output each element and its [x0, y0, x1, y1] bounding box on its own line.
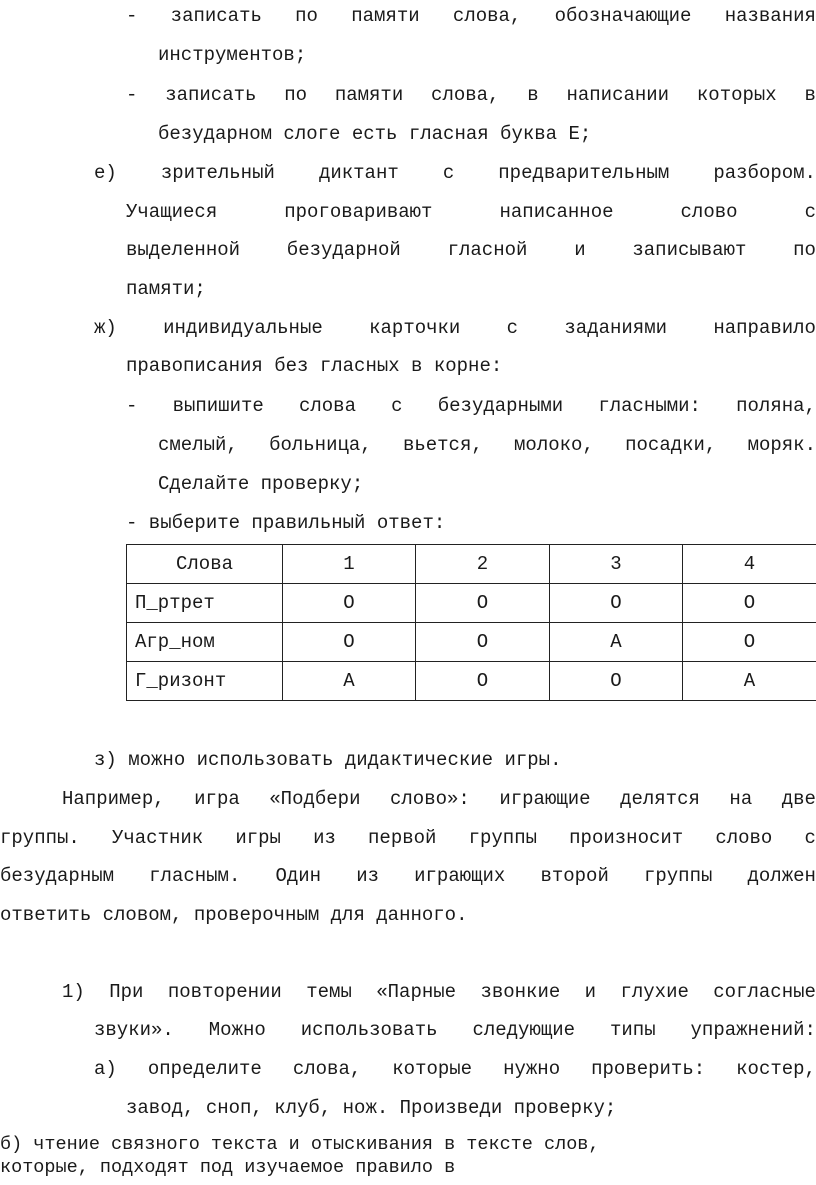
text-line: Сделайте проверку; — [158, 473, 364, 495]
word: Учащиеся — [126, 201, 218, 223]
word: типы — [609, 1019, 656, 1041]
word: проверить: — [591, 1058, 706, 1080]
word: играющих — [414, 865, 506, 887]
word: посадки, — [625, 434, 717, 456]
word: Например, — [62, 788, 165, 810]
word: - — [126, 395, 138, 417]
word: с — [804, 201, 816, 223]
word: памяти — [351, 5, 420, 27]
word: безударным — [0, 865, 115, 887]
word: написании — [566, 84, 670, 106]
word: с — [506, 317, 519, 339]
text-line: завод, сноп, клуб, нож. Произведи проверку; — [126, 1097, 617, 1119]
word: звонкие — [480, 981, 561, 1003]
word: с — [442, 162, 455, 184]
text-line — [126, 200, 816, 224]
table-row — [127, 584, 816, 623]
text-line — [158, 433, 816, 457]
text-line — [94, 316, 816, 340]
text-line: з) можно использовать дидактические игры. — [94, 749, 562, 771]
text-line — [94, 161, 816, 185]
text-line — [62, 787, 816, 811]
word: игры — [235, 827, 281, 849]
text-line: правописания без гласных в корне: — [126, 355, 503, 377]
word: слово — [680, 201, 738, 223]
word: группы. — [0, 827, 80, 849]
word: безударными — [437, 395, 564, 417]
table-cell: О — [550, 662, 683, 701]
word: гласными: — [598, 395, 701, 417]
word: слова, — [431, 84, 500, 106]
word: по — [284, 84, 308, 106]
word: определите — [147, 1058, 262, 1080]
text-line — [94, 1057, 816, 1081]
word: е) — [94, 162, 117, 184]
table-cell: А — [550, 623, 683, 662]
table-cell: О — [416, 623, 550, 662]
word: должен — [747, 865, 816, 887]
text-line — [0, 826, 816, 850]
table-header-row — [127, 545, 816, 584]
word: которых — [696, 84, 777, 106]
word: а) — [94, 1058, 117, 1080]
table-header-cell: Слова — [127, 545, 283, 584]
word: зрительный — [160, 162, 275, 184]
word: записать — [165, 84, 257, 106]
word: проговаривают — [284, 201, 433, 223]
word: игра — [194, 788, 240, 810]
word: следующие — [472, 1019, 576, 1041]
table-cell: О — [683, 623, 816, 662]
table-cell: Г_ризонт — [127, 662, 283, 701]
word: «Парные — [376, 981, 457, 1003]
word: из — [313, 827, 336, 849]
text-line: ответить словом, проверочным для данного. — [0, 904, 468, 926]
word: с — [391, 395, 403, 417]
answer-table — [126, 544, 816, 701]
table-row — [127, 662, 816, 701]
word: темы — [306, 981, 352, 1003]
word: слово — [715, 827, 773, 849]
word: карточки — [369, 317, 461, 339]
word: ж) — [94, 317, 117, 339]
word: использовать — [300, 1019, 438, 1041]
word: повторении — [167, 981, 282, 1003]
word: костер, — [736, 1058, 816, 1080]
word: обозначающие — [554, 5, 692, 27]
word: две — [781, 788, 816, 810]
table-cell: О — [550, 584, 683, 623]
word: с — [804, 827, 816, 849]
word: «Подбери — [269, 788, 361, 810]
word: записывают — [632, 239, 747, 261]
word: Один — [275, 865, 322, 887]
word: согласные — [713, 981, 816, 1003]
word: - — [126, 84, 138, 106]
word: слово»: — [390, 788, 470, 810]
table-cell: О — [416, 662, 550, 701]
text-line — [0, 864, 816, 888]
text-line — [62, 980, 816, 1004]
word: на — [729, 788, 753, 810]
word: Участник — [111, 827, 204, 849]
word: предварительным — [498, 162, 670, 184]
word: При — [109, 981, 144, 1003]
table-header-cell: 4 — [683, 545, 816, 584]
word: глухие — [620, 981, 689, 1003]
word: выделенной — [126, 239, 241, 261]
word: делятся — [620, 788, 700, 810]
word: группы — [468, 827, 538, 849]
table-cell: О — [416, 584, 550, 623]
table-cell: Агр_ном — [127, 623, 283, 662]
word: гласным. — [149, 865, 241, 887]
word: вьется, — [402, 434, 483, 456]
word: по — [295, 5, 318, 27]
word: второй — [540, 865, 609, 887]
table-cell: А — [283, 662, 416, 701]
word: заданиями — [564, 317, 668, 339]
text-line: памяти; — [126, 278, 206, 300]
word: в — [804, 84, 816, 106]
word: гласной — [447, 239, 528, 261]
word: моряк. — [747, 434, 816, 456]
word: диктант — [318, 162, 399, 184]
table-header-cell: 2 — [416, 545, 550, 584]
word: и — [584, 981, 597, 1003]
word: первой — [368, 827, 437, 849]
table-header-cell: 3 — [550, 545, 683, 584]
word: безударной — [286, 239, 401, 261]
word: записать — [170, 5, 262, 27]
word: и — [574, 239, 586, 261]
word: направило — [713, 317, 816, 339]
word: играющие — [499, 788, 591, 810]
word: написанное — [499, 201, 614, 223]
word: смелый, — [158, 434, 238, 456]
word: - — [126, 5, 138, 27]
text-line — [94, 1018, 816, 1042]
word: в — [527, 84, 539, 106]
table-cell: О — [683, 584, 816, 623]
table-row — [127, 623, 816, 662]
word: которые — [392, 1058, 473, 1080]
word: звуки». — [94, 1019, 174, 1041]
text-line — [126, 4, 816, 28]
word: выпишите — [172, 395, 264, 417]
word: слова — [298, 395, 356, 417]
table-cell: О — [283, 623, 416, 662]
word: 1) — [62, 981, 85, 1003]
word: из — [356, 865, 379, 887]
word: индивидуальные — [163, 317, 323, 339]
text-line: безударном слоге есть гласная буква Е; — [158, 123, 592, 145]
text-line: которые, подходят под изучаемое правило в — [0, 1157, 456, 1178]
word: названия — [724, 5, 816, 27]
text-line: инструментов; — [158, 44, 307, 66]
word: поляна, — [736, 395, 816, 417]
word: произносит — [569, 827, 684, 849]
word: разбором. — [713, 162, 816, 184]
word: больница, — [269, 434, 372, 456]
text-line: - выберите правильный ответ: — [126, 512, 446, 534]
word: нужно — [503, 1058, 561, 1080]
word: Можно — [208, 1019, 266, 1041]
word: по — [793, 239, 816, 261]
word: молоко, — [514, 434, 594, 456]
text-line — [126, 238, 816, 262]
text-line — [126, 83, 816, 107]
table-cell: О — [283, 584, 416, 623]
table-cell: А — [683, 662, 816, 701]
text-line — [126, 394, 816, 418]
word: слова, — [452, 5, 522, 27]
table-header-cell: 1 — [283, 545, 416, 584]
word: упражнений: — [690, 1019, 816, 1041]
word: группы — [643, 865, 713, 887]
word: слова, — [292, 1058, 362, 1080]
word: памяти — [334, 84, 404, 106]
table-cell: П_ртрет — [127, 584, 283, 623]
text-line: б) чтение связного текста и отыскивания в тексте слов, — [0, 1134, 600, 1155]
